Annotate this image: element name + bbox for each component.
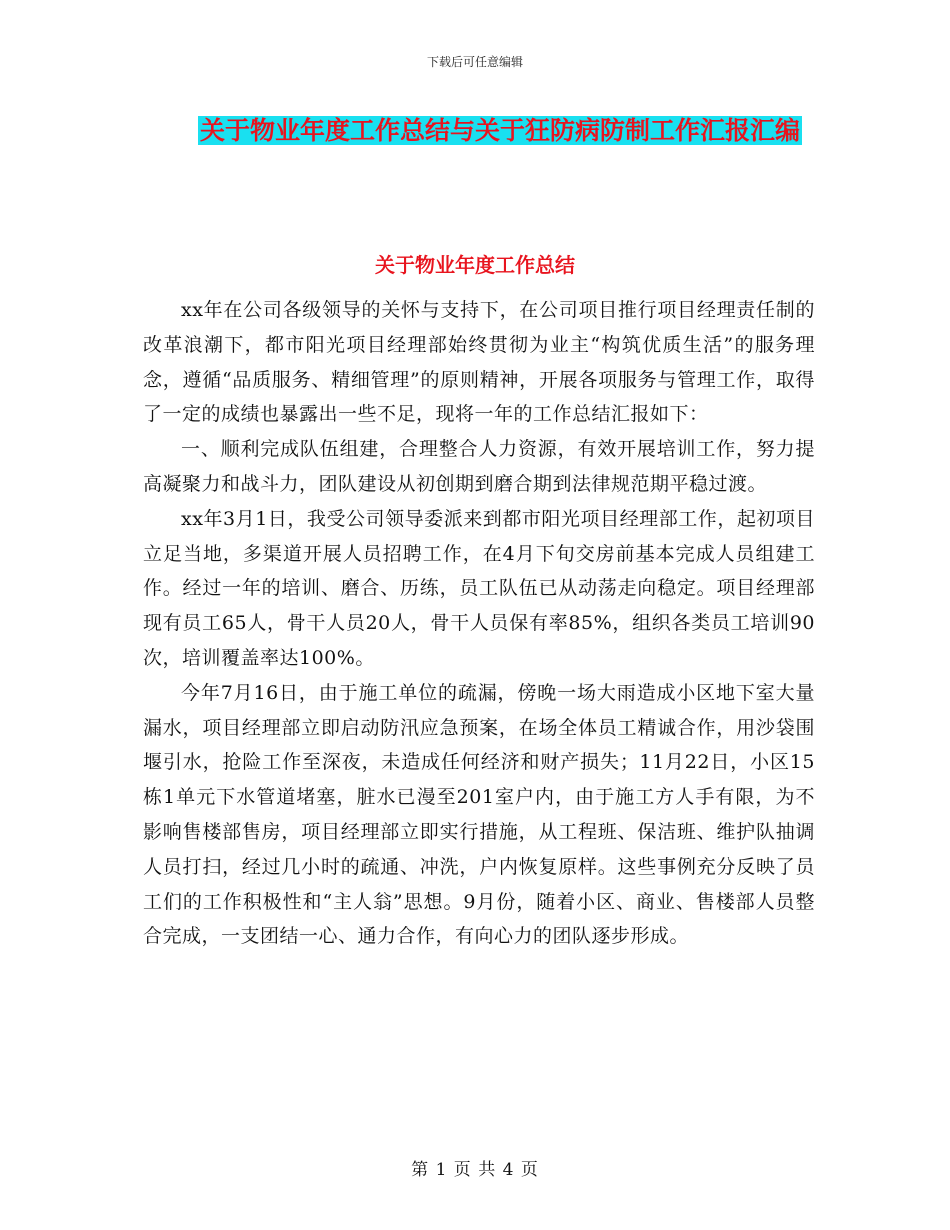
page-header-note: 下载后可任意编辑 (426, 55, 523, 69)
section-title: 关于物业年度工作总结 (375, 253, 575, 277)
document-body (143, 293, 815, 954)
document-title (190, 108, 810, 154)
paragraph: 今年7月16日，由于施工单位的疏漏，傍晚一场大雨造成小区地下室大量漏水，项目经理部立即启动防汛应急预案，在场全体员工精诚合作，用沙袋围堰引水，抢险工作至深夜，未造成任何经济和财产损失；11月22日，小区15栋1单元下水管道堵塞，脏水已漫至201室户内，由于施工方人手有限，为不影响售楼部售房，项目经理部立即实行措施，从工程班、保洁班、维护队抽调人员打扫，经过几小时的疏通、冲洗，户内恢复原样。这些事例充分反映了员工们的工作积极性和“主人翁”思想。9月份，随着小区、商业、售楼部人员整合完成，一支团结一心、通力合作，有向心力的团队逐步形成。 (143, 681, 815, 948)
paragraph: 一、顺利完成队伍组建，合理整合人力资源，有效开展培训工作，努力提高凝聚力和战斗力，团队建设从初创期到磨合期到法律规范期平稳过渡。 (143, 438, 815, 495)
paragraph: xx年3月1日，我受公司领导委派来到都市阳光项目经理部工作，起初项目立足当地，多渠道开展人员招聘工作，在4月下旬交房前基本完成人员组建工作。经过一年的培训、磨合、历练，员工队伍已从动荡走向稳定。项目经理部现有员工65人，骨干人员20人，骨干人员保有率85%，组织各类员工培训90次，培训覆盖率达100%。 (143, 507, 815, 669)
document-title-highlight: 关于物业年度工作总结与关于狂防病防制工作汇报汇编 (199, 116, 800, 145)
page-footer: 第 1 页 共 4 页 (411, 1160, 539, 1180)
paragraph: xx年在公司各级领导的关怀与支持下，在公司项目推行项目经理责任制的改革浪潮下，都市阳光项目经理部始终贯彻为业主“构筑优质生活”的服务理念，遵循“品质服务、精细管理”的原则精神，开展各项服务与管理工作，取得了一定的成绩也暴露出一些不足，现将一年的工作总结汇报如下： (143, 299, 815, 426)
